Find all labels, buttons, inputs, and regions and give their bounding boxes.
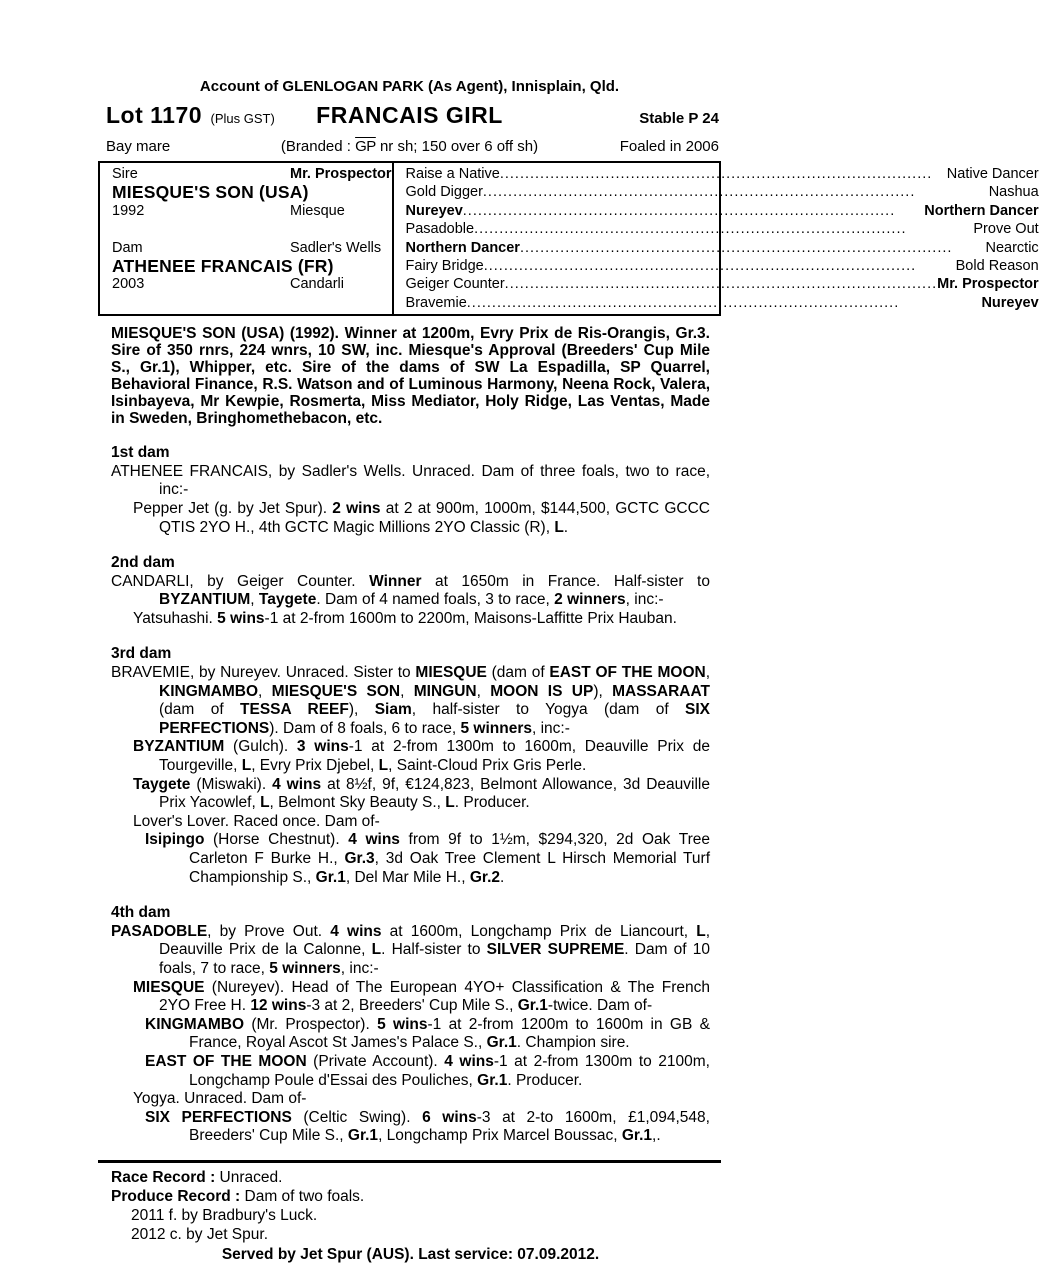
pedigree-grandparents-column — [394, 163, 1047, 314]
paragraph: Lover's Lover. Raced once. Dam of- — [133, 812, 380, 830]
paragraph: Pepper Jet (g. by Jet Spur). 2 wins at 2 at 900m, 1000m, $144,500, GCTC GCCC QTIS 2YO H., 4th GCTC Magic Millions 2YO Classic (R), L. — [133, 499, 710, 536]
dot-leader — [463, 202, 924, 220]
ancestor-name: Fairy Bridge — [405, 257, 484, 274]
section-heading-3rd-dam: 3rd dam — [111, 645, 172, 663]
paragraph: MIESQUE (Nureyev). Head of The European 4YO+ Classification & The French 2YO Free H. 12 wins-3 at 2, Breeders' Cup Mile S., Gr.1-twice. Dam of- — [133, 978, 710, 1015]
section-heading-4th-dam: 4th dam — [111, 904, 171, 922]
brand-suffix: nr sh; 150 over 6 off sh) — [375, 138, 539, 155]
description-row — [98, 133, 721, 157]
ancestor-name: Bold Reason — [955, 257, 1039, 274]
ancestor-name: Nearctic — [985, 239, 1039, 256]
section-heading-1st-dam: 1st dam — [111, 444, 170, 462]
horse-description: Bay mare — [106, 138, 171, 155]
sire-year: 1992 — [112, 202, 145, 219]
dam-label-row — [100, 239, 392, 257]
pedigree-row — [406, 165, 1039, 183]
spacer-row — [100, 220, 392, 238]
pedigree-row — [406, 220, 1039, 238]
ancestor-name: Bravemie — [405, 294, 467, 311]
sire-dam: Miesque — [290, 202, 345, 219]
pedigree-row — [406, 275, 1039, 293]
brand-info — [281, 138, 538, 155]
paragraph: Isipingo (Horse Chestnut). 4 wins from 9f to 1½m, $294,320, 2d Oak Tree Carleton F Burke H., Gr.3, 3d Oak Tree Clement L Hirsch Memorial Turf Championship S., Gr.1, Del Mar Mile H., Gr.2. — [145, 831, 711, 886]
dam-year: 2003 — [112, 276, 145, 293]
dot-leader — [500, 165, 947, 183]
paragraph: Yogya. Unraced. Dam of- — [133, 1090, 307, 1108]
ancestor-name: Nashua — [988, 184, 1039, 201]
record-footer — [98, 1160, 721, 1264]
pedigree-table — [98, 161, 1039, 316]
ancestor-name: Nureyev — [981, 294, 1039, 311]
paragraph: SIX PERFECTIONS (Celtic Swing). 6 wins-3 at 2-to 1600m, £1,094,548, Breeders' Cup Mile S., Gr.1, Longchamp Prix Marcel Boussac, Gr.1,. — [145, 1108, 710, 1145]
produce-item: 2012 c. by Jet Spur. — [131, 1225, 269, 1243]
dot-leader — [505, 275, 937, 293]
pedigree-parents-column — [100, 163, 394, 314]
section-heading-2nd-dam: 2nd dam — [111, 554, 175, 572]
dot-leader — [474, 220, 973, 238]
sire-summary-paragraph: MIESQUE'S SON (USA) (1992). Winner at 1200m, Evry Prix de Ris-Orangis, Gr.3. Sire of 350 rnrs, 224 wnrs, 10 SW, inc. Miesque's Approval (Breeders' Cup Mile S., Gr.1), Whipper, etc. Sire of the dams of SW La Espadilla, SP Quarrel, Behavioral Finance, R.S. Watson and of Luminous Harmony, Neena Rock, Valera, Isinbayeva, Mr Kewpie, Rosmerta, Miss Mediator, Holy Ridge, Las Ventas, Made in Sweden, Bringhomethebacon, etc. — [111, 325, 710, 428]
pedigree-row — [406, 239, 1039, 257]
lot-left-group — [106, 102, 275, 129]
pedigree-row — [406, 257, 1039, 275]
lot-number: Lot 1170 — [106, 102, 203, 128]
paragraph: KINGMAMBO (Mr. Prospector). 5 wins-1 at 2-from 1200m to 1600m in GB & France, Royal Ascot St James's Palace S., Gr.1. Champion sire. — [145, 1015, 710, 1052]
paragraph: BRAVEMIE, by Nureyev. Unraced. Sister to MIESQUE (dam of EAST OF THE MOON, KINGMAMBO, MIESQUE'S SON, MINGUN, MOON IS UP), MASSARAAT (dam of TESSA REEF), Siam, half-sister to Yogya (dam of SIX PERFECTIONS). Dam of 8 foals, 6 to race, 5 winners, inc:- — [111, 664, 710, 737]
dam-name: ATHENEE FRANCAIS (FR) — [112, 255, 334, 276]
brand-prefix: (Branded : — [280, 138, 356, 155]
catalogue-page — [98, 78, 1039, 1264]
ancestor-name: Northern Dancer — [405, 239, 520, 256]
dam-dam: Candarli — [290, 276, 344, 293]
gst-note: (Plus GST) — [210, 111, 275, 126]
paragraph: PASADOBLE, by Prove Out. 4 wins at 1600m, Longchamp Prix de Liancourt, L, Deauville Prix de la Calonne, L. Half-sister to SILVER SUPREME. Dam of 10 foals, 7 to race, 5 winners, inc:- — [111, 922, 711, 977]
sire-name: MIESQUE'S SON (USA) — [112, 182, 309, 203]
ancestor-name: Pasadoble — [405, 221, 475, 238]
ancestor-name: Geiger Counter — [405, 276, 505, 293]
paragraph: ATHENEE FRANCAIS, by Sadler's Wells. Unraced. Dam of three foals, two to race, inc:- — [111, 462, 710, 499]
paragraph: CANDARLI, by Geiger Counter. Winner at 1650m in France. Half-sister to BYZANTIUM, Taygete. Dam of 4 named foals, 3 to race, 2 winners, inc:- — [111, 572, 710, 609]
dam-label: Dam — [112, 239, 143, 256]
produce-item: 2011 f. by Bradbury's Luck. — [131, 1206, 318, 1224]
dot-leader — [483, 183, 989, 201]
produce-record-line: Produce Record : Dam of two foals. — [111, 1187, 365, 1205]
pedigree-row — [406, 202, 1039, 220]
ancestor-name: Native Dancer — [946, 166, 1039, 182]
dam-sire: Sadler's Wells — [290, 239, 382, 256]
race-record-line: Race Record : Unraced. — [111, 1168, 283, 1186]
dot-leader — [484, 257, 956, 275]
ancestor-name: Nureyev — [405, 202, 463, 219]
foaled-year: Foaled in 2006 — [619, 138, 719, 155]
ancestor-name: Prove Out — [973, 221, 1039, 238]
stable-number: Stable P 24 — [639, 110, 719, 127]
account-line: Account of GLENLOGAN PARK (As Agent), Innisplain, Qld. — [199, 78, 620, 95]
ancestor-name: Gold Digger — [405, 184, 483, 201]
lot-title-row — [98, 99, 721, 129]
sire-label: Sire — [112, 166, 138, 182]
paragraph: Taygete (Miswaki). 4 wins at 8½f, 9f, €124,823, Belmont Allowance, 3d Deauville Prix Yacowlef, L, Belmont Sky Beauty S., L. Producer. — [133, 775, 710, 812]
dam-sections — [98, 444, 721, 1146]
dot-leader — [467, 294, 982, 312]
pedigree-row — [406, 183, 1039, 201]
ancestor-name: Raise a Native — [405, 166, 500, 182]
sire-label-row — [100, 165, 392, 183]
dot-leader — [520, 239, 986, 257]
sire-sire: Mr. Prospector — [290, 166, 392, 182]
dam-year-row — [100, 275, 392, 293]
paragraph: Yatsuhashi. 5 wins-1 at 2-from 1600m to 2200m, Maisons-Laffitte Prix Hauban. — [133, 609, 677, 627]
spacer-row — [100, 294, 392, 312]
horse-name: FRANCAIS GIRL — [316, 102, 503, 128]
ancestor-name: Northern Dancer — [924, 202, 1039, 219]
paragraph: BYZANTIUM (Gulch). 3 wins-1 at 2-from 1300m to 1600m, Deauville Prix de Tourgeville, L, Evry Prix Djebel, L, Saint-Cloud Prix Gris Perle. — [133, 738, 710, 775]
ancestor-name: Mr. Prospector — [937, 276, 1039, 293]
pedigree-row — [406, 294, 1039, 312]
sire-year-row — [100, 202, 392, 220]
service-line: Served by Jet Spur (AUS). Last service: 07.09.2012. — [221, 1245, 600, 1263]
brand-mark: $\overline{GP}$ — [355, 138, 376, 155]
paragraph: EAST OF THE MOON (Private Account). 4 wins-1 at 2-from 1300m to 2100m, Longchamp Poule d'Essai des Pouliches, Gr.1. Producer. — [145, 1052, 710, 1089]
